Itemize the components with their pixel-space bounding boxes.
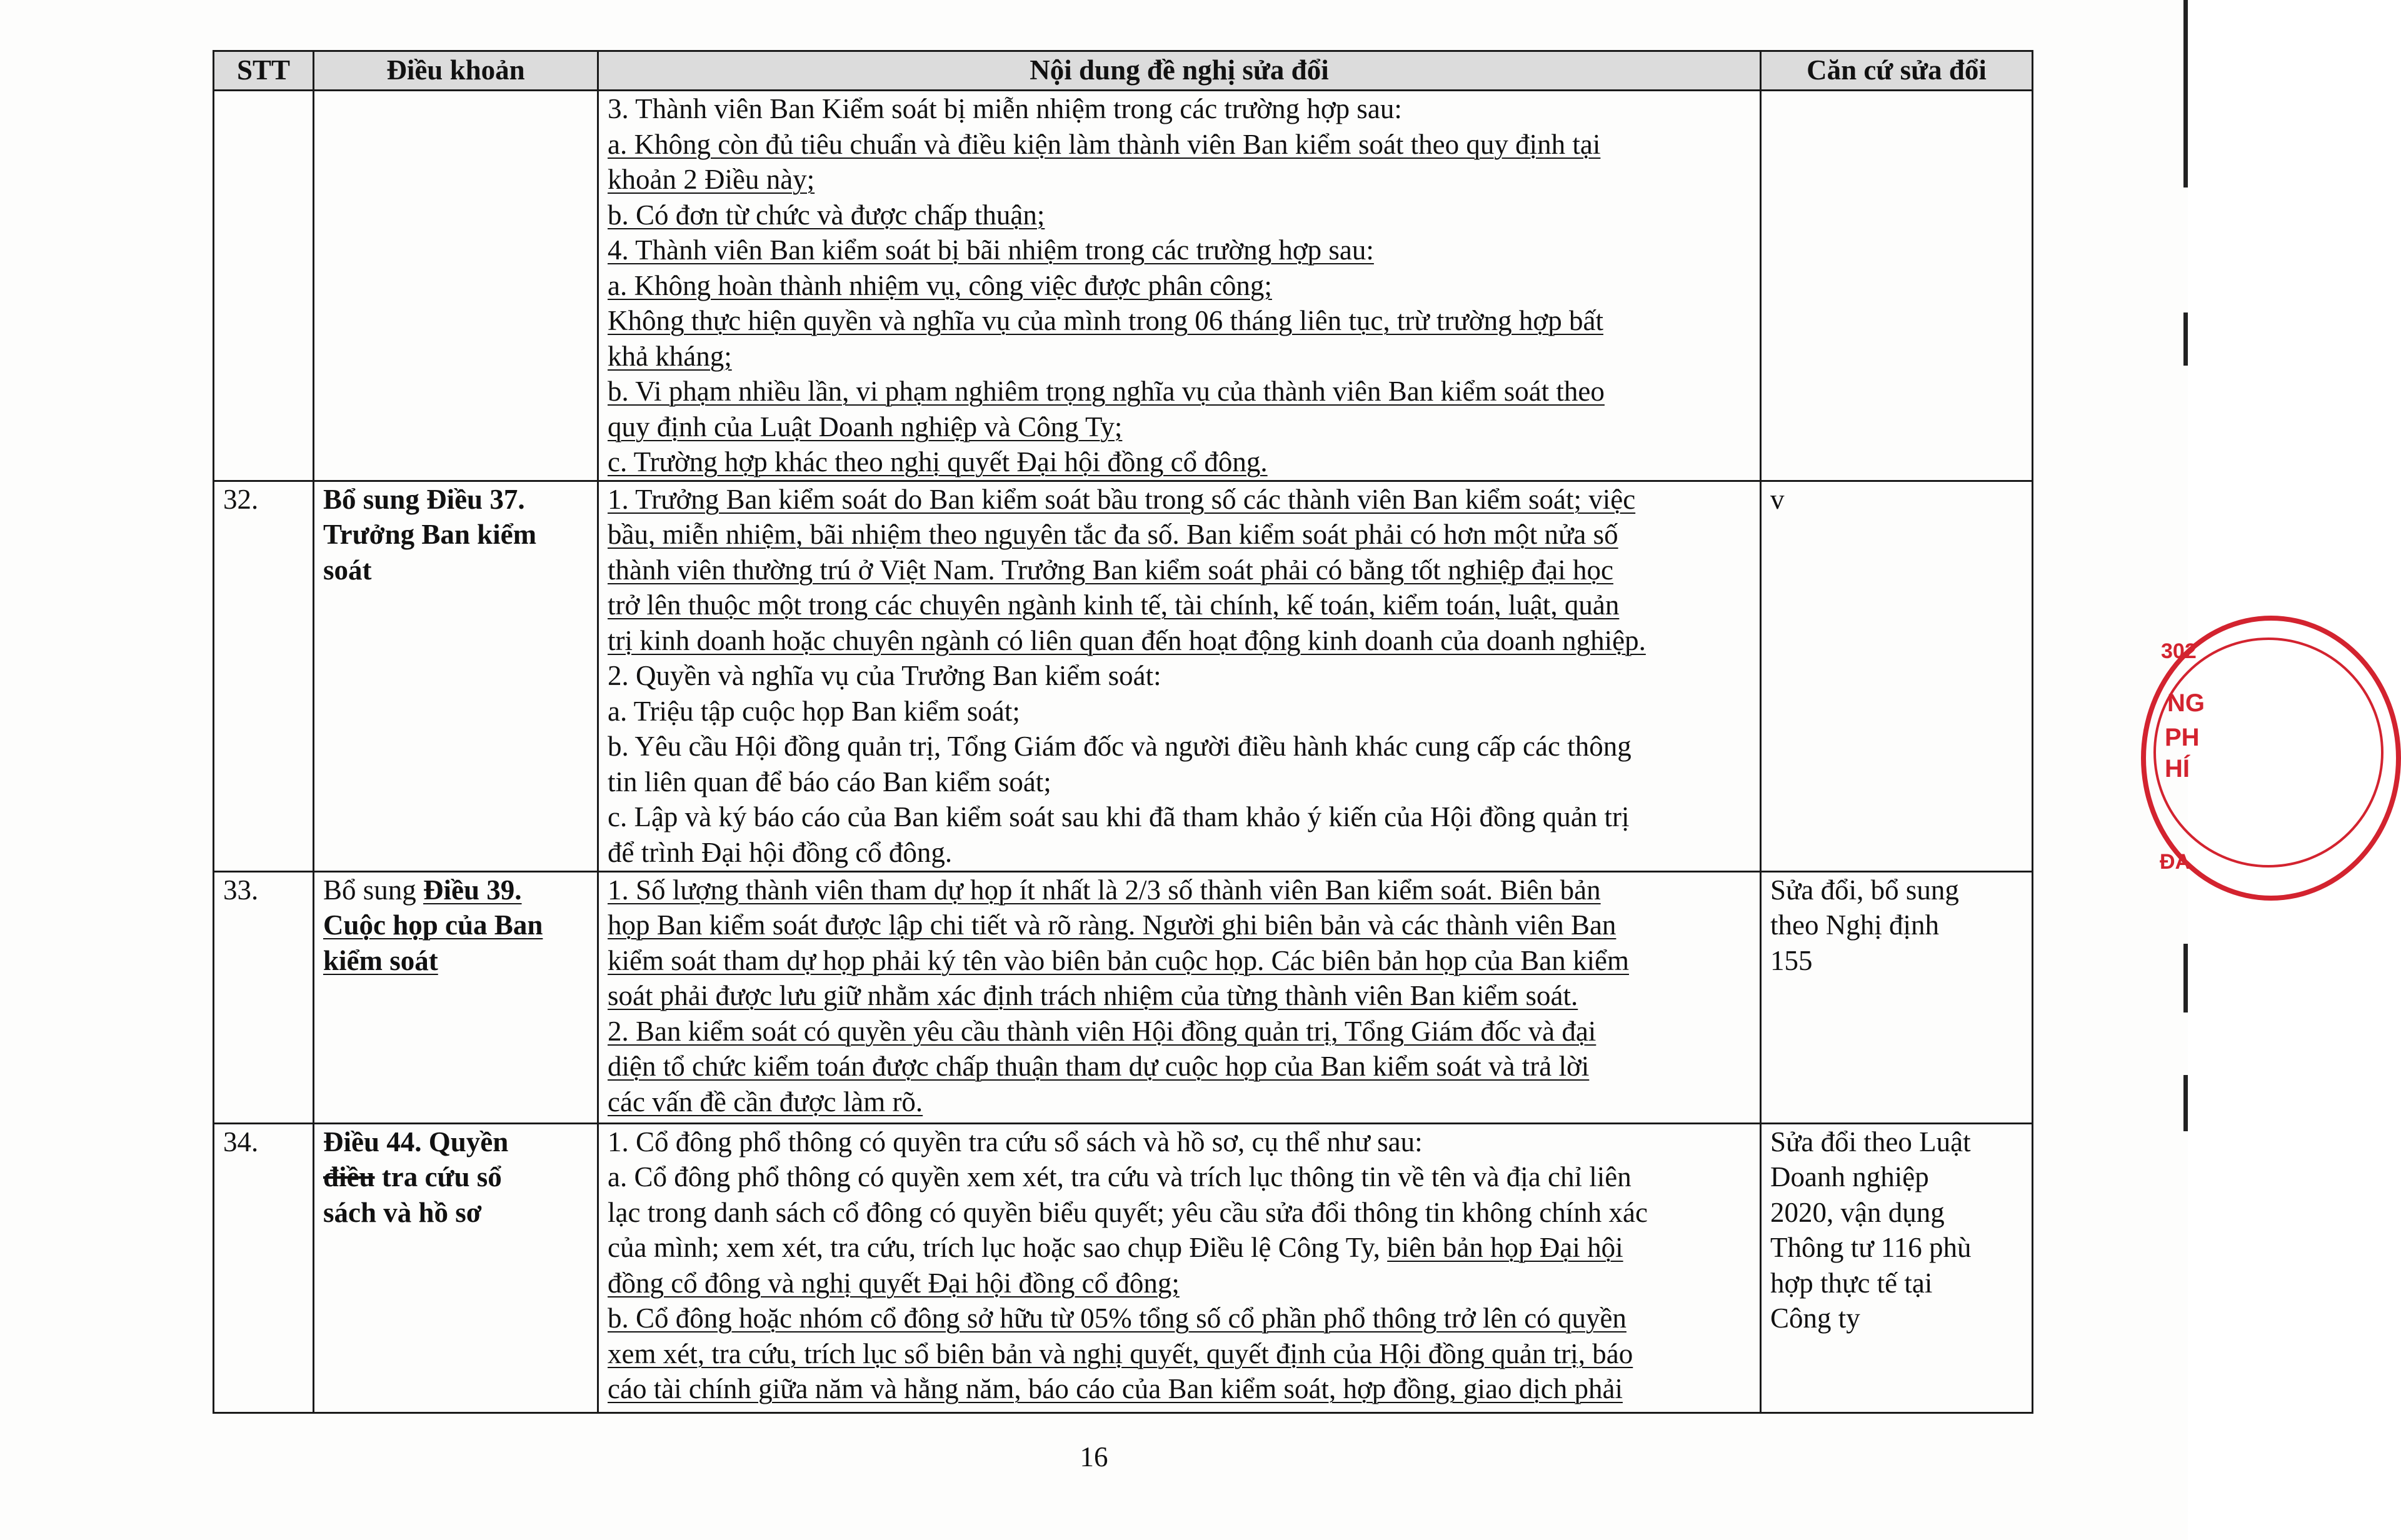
amendment-table: [213, 50, 2033, 1414]
binding-edge-mark: [2183, 1075, 2188, 1131]
article-line: Bổ sung Điều 37.: [323, 483, 525, 515]
content-line: a. Không hoàn thành nhiệm vụ, công việc được phân công;: [608, 269, 1272, 301]
content-line: soát phải được lưu giữ nhằm xác định trách nhiệm của từng thành viên Ban kiểm soát.: [608, 980, 1578, 1011]
basis-line: Sửa đổi, bổ sung: [1770, 874, 1959, 906]
content-line: biên bản họp Đại hội: [1387, 1232, 1623, 1263]
row-content: [598, 91, 1761, 481]
row-stt: 33.: [214, 871, 314, 1123]
article-line: Trưởng Ban kiểm: [323, 519, 537, 550]
stamp-fragment: ĐA: [2160, 850, 2191, 874]
content-line: lạc trong danh sách cổ đông có quyền biểu quyết; yêu cầu sửa đổi thông tin không chính xác: [608, 1196, 1648, 1228]
content-line: diện tổ chức kiểm toán được chấp thuận tham dự cuộc họp của Ban kiểm soát và trả lời: [608, 1051, 1590, 1082]
row-article: [314, 91, 598, 481]
content-line: để trình Đại hội đồng cổ đông.: [608, 836, 953, 868]
row-basis: [1761, 1123, 2033, 1412]
row-content: [598, 481, 1761, 871]
binding-edge-mark: [2183, 0, 2188, 188]
company-stamp: [2128, 609, 2205, 903]
row-stt: [214, 91, 314, 481]
article-line: kiểm soát: [323, 944, 438, 976]
content-line: quy định của Luật Doanh nghiệp và Công Ty;: [608, 411, 1123, 442]
page-number: 16: [1080, 1441, 1108, 1472]
content-line: đồng cổ đông và nghị quyết Đại hội đồng cổ đông;: [608, 1267, 1180, 1299]
row-basis: [1761, 91, 2033, 481]
content-line: 1. Số lượng thành viên tham dự họp ít nhất là 2/3 số thành viên Ban kiểm soát. Biên bản: [608, 874, 1601, 906]
content-line: b. Vi phạm nhiều lần, vi phạm nghiêm trọng nghĩa vụ của thành viên Ban kiểm soát theo: [608, 376, 1605, 407]
basis-line: Sửa đổi theo Luật: [1770, 1126, 1971, 1158]
content-line: c. Lập và ký báo cáo của Ban kiểm soát sau khi đã tham khảo ý kiến của Hội đồng quản trị: [608, 801, 1630, 832]
content-line: Không thực hiện quyền và nghĩa vụ của mình trong 06 tháng liên tục, trừ trường hợp bất: [608, 305, 1603, 336]
content-line: khoản 2 Điều này;: [608, 164, 815, 195]
row-stt: 34.: [214, 1123, 314, 1412]
content-line: xem xét, tra cứu, trích lục sổ biên bản và nghị quyết, quyết định của Hội đồng quản trị, báo: [608, 1338, 1633, 1369]
table-row: [214, 481, 2033, 871]
basis-line: v: [1770, 483, 1785, 515]
content-line: 1. Cổ đông phổ thông có quyền tra cứu sổ sách và hồ sơ, cụ thể như sau:: [608, 1126, 1423, 1158]
article-line: soát: [323, 554, 372, 586]
content-line: kiểm soát tham dự họp phải ký tên vào biên bản cuộc họp. Các biên bản họp của Ban kiểm: [608, 944, 1629, 976]
content-line: của mình; xem xét, tra cứu, trích lục hoặc sao chụp Điều lệ Công Ty,: [608, 1232, 1380, 1263]
basis-line: 155: [1770, 944, 1813, 976]
content-line: 4. Thành viên Ban kiểm soát bị bãi nhiệm trong các trường hợp sau:: [608, 234, 1374, 266]
basis-line: Thông tư 116 phù: [1770, 1232, 1972, 1263]
content-line: thành viên thường trú ở Việt Nam. Trưởng Ban kiểm soát phải có bằng tốt nghiệp đại học: [608, 554, 1613, 586]
header-article: Điều khoản: [314, 51, 598, 91]
basis-line: theo Nghị định: [1770, 909, 1939, 941]
article-prefix: Bổ sung: [323, 874, 416, 906]
stamp-fragment: HÍ: [2165, 755, 2190, 782]
basis-line: Công ty: [1770, 1302, 1860, 1334]
row-stt: 32.: [214, 481, 314, 871]
binding-edge-mark: [2183, 312, 2188, 366]
content-line: khả kháng;: [608, 340, 732, 372]
stamp-fragment: 302: [2161, 639, 2197, 663]
content-line: cáo tài chính giữa năm và hằng năm, báo cáo của Ban kiểm soát, hợp đồng, giao dịch phải: [608, 1373, 1623, 1404]
article-line: sách và hồ sơ: [323, 1196, 482, 1228]
content-line: các vấn đề cần được làm rõ.: [608, 1086, 923, 1118]
content-line: b. Yêu cầu Hội đồng quản trị, Tổng Giám đốc và người điều hành khác cung cấp các thông: [608, 731, 1632, 762]
basis-line: Doanh nghiệp: [1770, 1161, 1929, 1192]
row-basis: [1761, 481, 2033, 871]
header-basis: Căn cứ sửa đổi: [1761, 51, 2033, 91]
content-line: bầu, miễn nhiệm, bãi nhiệm theo nguyên tắc đa số. Ban kiểm soát phải có hơn một nửa số: [608, 519, 1618, 550]
header-content: Nội dung đề nghị sửa đổi: [598, 51, 1761, 91]
row-article: [314, 871, 598, 1123]
content-line: a. Triệu tập cuộc họp Ban kiểm soát;: [608, 695, 1020, 727]
content-line: a. Cổ đông phổ thông có quyền xem xét, tra cứu và trích lục thông tin về tên và địa chỉ liên: [608, 1161, 1632, 1192]
content-line: b. Có đơn từ chức và được chấp thuận;: [608, 199, 1045, 231]
content-line: tin liên quan để báo cáo Ban kiểm soát;: [608, 766, 1051, 798]
table-row: [214, 1123, 2033, 1412]
content-line: họp Ban kiểm soát được lập chi tiết và rõ ràng. Người ghi biên bản và các thành viên Ban: [608, 909, 1617, 941]
content-line: 3. Thành viên Ban Kiểm soát bị miễn nhiệm trong các trường hợp sau:: [608, 93, 1402, 124]
binding-edge-mark: [2183, 944, 2188, 1012]
basis-line: hợp thực tế tại: [1770, 1267, 1933, 1299]
article-strike-word: điều: [323, 1161, 375, 1192]
content-line: a. Không còn đủ tiêu chuẩn và điều kiện làm thành viên Ban kiểm soát theo quy định tại: [608, 128, 1601, 160]
table-header-row: [214, 51, 2033, 91]
content-line: c. Trường hợp khác theo nghị quyết Đại hội đồng cổ đông.: [608, 446, 1268, 478]
table-row: [214, 91, 2033, 481]
content-line: trở lên thuộc một trong các chuyên ngành kinh tế, tài chính, kế toán, kiểm toán, luật, quản: [608, 589, 1620, 621]
content-line: 2. Quyền và nghĩa vụ của Trưởng Ban kiểm soát:: [608, 660, 1161, 691]
row-basis: [1761, 871, 2033, 1123]
table-row: [214, 871, 2033, 1123]
article-line: Điều 44. Quyền: [323, 1126, 509, 1158]
row-article: [314, 481, 598, 871]
article-line: Điều 39.: [423, 874, 522, 906]
article-line: Cuộc họp của Ban: [323, 909, 543, 941]
row-content: [598, 1123, 1761, 1412]
row-article: Điều 44. Quyền điều tra cứu sổ sách và hồ sơ: [314, 1123, 598, 1412]
header-stt: STT: [214, 51, 314, 91]
content-line: b. Cổ đông hoặc nhóm cổ đông sở hữu từ 05% tổng số cổ phần phổ thông trở lên có quyền: [608, 1302, 1627, 1334]
content-line: 1. Trưởng Ban kiểm soát do Ban kiểm soát bầu trong số các thành viên Ban kiểm soát; việc: [608, 483, 1636, 515]
content-line: trị kinh doanh hoặc chuyên ngành có liên quan đến hoạt động kinh doanh của doanh nghiệp.: [608, 624, 1646, 656]
content-line: 2. Ban kiểm soát có quyền yêu cầu thành viên Hội đồng quản trị, Tổng Giám đốc và đại: [608, 1015, 1596, 1047]
row-content: [598, 871, 1761, 1123]
basis-line: 2020, vận dụng: [1770, 1196, 1945, 1228]
stamp-fragment: NG: [2167, 689, 2205, 717]
stamp-fragment: PH: [2165, 724, 2200, 751]
